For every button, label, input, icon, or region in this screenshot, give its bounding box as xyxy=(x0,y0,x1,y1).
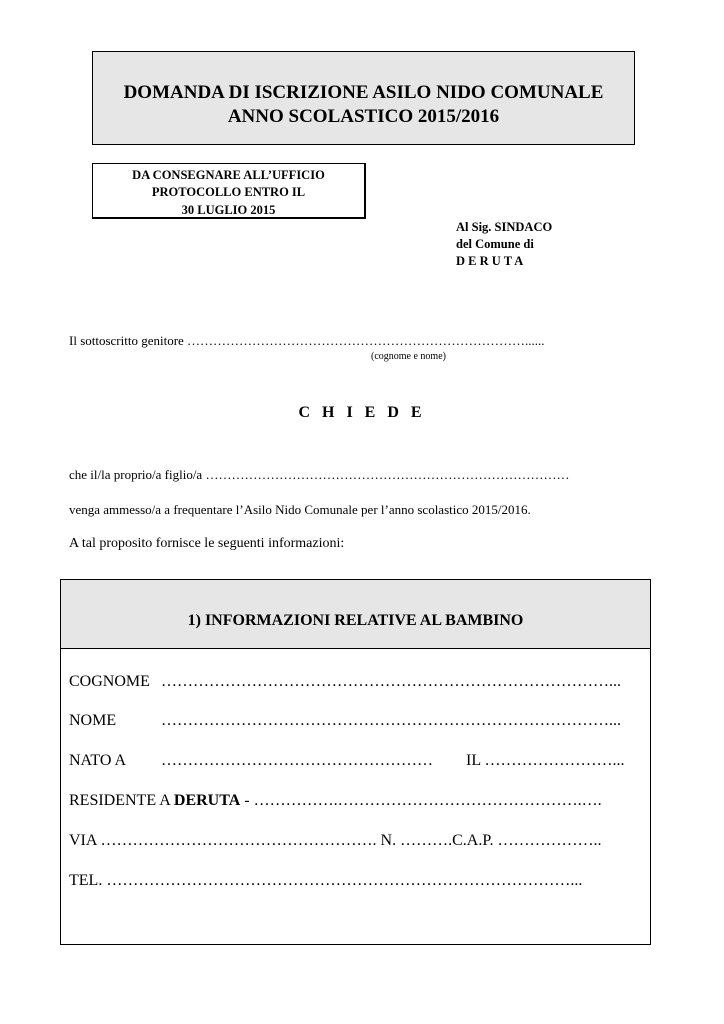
addressee-line2: del Comune di xyxy=(456,237,534,251)
birthdate-field[interactable]: IL ……………………... xyxy=(466,752,625,769)
residence-field[interactable] xyxy=(69,792,602,810)
address-field[interactable]: VIA ……………………………………………. N. ……….C.A.P. ……………….. xyxy=(69,832,602,849)
child-name-field[interactable]: che il/la proprio/a figlio/a ………………………………………………………………………… xyxy=(69,467,570,482)
addressee-line1: Al Sig. SINDACO xyxy=(456,220,553,234)
child-info-section-title: 1) INFORMAZIONI RELATIVE AL BAMBINO xyxy=(187,612,524,629)
parent-name-field[interactable]: Il sottoscritto genitore ……………………………………………………………………...... xyxy=(69,333,545,348)
nome-label: NOME xyxy=(69,712,117,729)
residence-dots: - …………….……………………………………….…. xyxy=(240,792,602,809)
nato-label: NATO A xyxy=(69,752,127,769)
form-title-line2: ANNO SCOLASTICO 2015/2016 xyxy=(227,106,500,127)
admission-text: venga ammesso/a a frequentare l’Asilo Nido Comunale per l’anno scolastico 2015/2016. xyxy=(69,502,531,517)
nome-field[interactable]: …………………………………………………………………………... xyxy=(161,712,621,729)
chiede-heading: C H I E D E xyxy=(298,404,426,421)
deadline-line2: PROTOCOLLO ENTRO IL xyxy=(151,185,306,199)
child-info-section-header xyxy=(61,580,650,649)
phone-field[interactable]: TEL. ……………………………………………………………………………... xyxy=(69,872,583,889)
title-box xyxy=(92,51,635,145)
residence-city: DERUTA xyxy=(173,792,241,809)
deadline-box xyxy=(92,163,366,219)
addressee-line3: D E R U T A xyxy=(456,254,524,268)
deadline-line1: DA CONSEGNARE ALL’UFFICIO xyxy=(132,168,325,182)
info-intro-text: A tal proposito fornisce le seguenti informazioni: xyxy=(69,536,345,551)
residence-label: RESIDENTE A xyxy=(69,792,174,809)
deadline-line3: 30 LUGLIO 2015 xyxy=(181,203,276,217)
cognome-field[interactable]: …………………………………………………………………………... xyxy=(161,673,621,690)
form-title-line1: DOMANDA DI ISCRIZIONE ASILO NIDO COMUNALE xyxy=(123,82,604,103)
parent-name-hint: (cognome e nome) xyxy=(371,351,446,362)
birthplace-field[interactable]: …………………………………………… xyxy=(161,752,433,769)
cognome-label: COGNOME xyxy=(69,673,150,690)
